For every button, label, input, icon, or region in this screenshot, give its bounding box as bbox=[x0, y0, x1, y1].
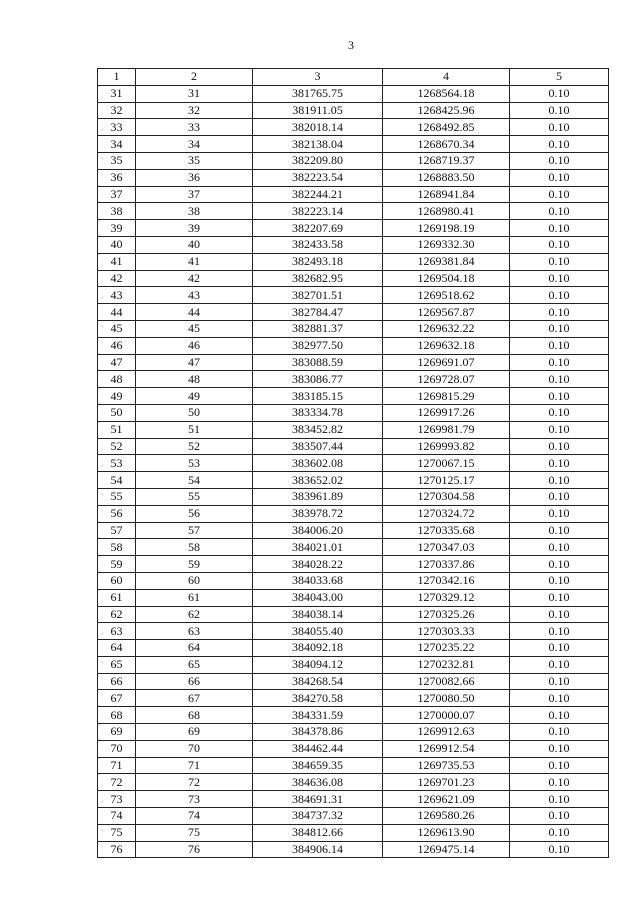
table-cell: 42 bbox=[136, 270, 253, 287]
table-cell: 53 bbox=[136, 455, 253, 472]
table-cell: 1269518.62 bbox=[383, 287, 510, 304]
table-cell: 1269475.14 bbox=[383, 841, 510, 858]
table-cell: 64 bbox=[98, 640, 136, 657]
header-row bbox=[98, 69, 609, 86]
table-cell: 0.10 bbox=[510, 253, 609, 270]
table-cell: 63 bbox=[98, 623, 136, 640]
table-cell: 383334.78 bbox=[253, 404, 383, 421]
table-cell: 37 bbox=[136, 186, 253, 203]
table-cell: 382018.14 bbox=[253, 119, 383, 136]
table-cell: 384033.68 bbox=[253, 572, 383, 589]
table-cell: 41 bbox=[98, 253, 136, 270]
table-cell: 38 bbox=[98, 203, 136, 220]
table-cell: 66 bbox=[98, 673, 136, 690]
table-cell: 384055.40 bbox=[253, 623, 383, 640]
table-row bbox=[98, 85, 609, 102]
table-cell: 383086.77 bbox=[253, 371, 383, 388]
table-cell: 384812.66 bbox=[253, 824, 383, 841]
page-number: 3 bbox=[348, 38, 354, 52]
table-cell: 0.10 bbox=[510, 623, 609, 640]
table-cell: 382138.04 bbox=[253, 136, 383, 153]
table-cell: 1269735.53 bbox=[383, 757, 510, 774]
table-cell: 54 bbox=[98, 472, 136, 489]
table-cell: 384038.14 bbox=[253, 606, 383, 623]
table-cell: 1268719.37 bbox=[383, 152, 510, 169]
table-cell: 1268492.85 bbox=[383, 119, 510, 136]
table-cell: 0.10 bbox=[510, 640, 609, 657]
table-cell: 0.10 bbox=[510, 455, 609, 472]
table-cell: 74 bbox=[136, 808, 253, 825]
table-cell: 1270342.16 bbox=[383, 572, 510, 589]
table-cell: 40 bbox=[98, 236, 136, 253]
table-row bbox=[98, 623, 609, 640]
table-cell: 61 bbox=[136, 589, 253, 606]
table-cell: 60 bbox=[98, 572, 136, 589]
table-cell: 0.10 bbox=[510, 203, 609, 220]
table-cell: 65 bbox=[136, 656, 253, 673]
table-cell: 0.10 bbox=[510, 169, 609, 186]
table-cell: 384094.12 bbox=[253, 656, 383, 673]
table-cell: 35 bbox=[136, 152, 253, 169]
table-cell: 1268670.34 bbox=[383, 136, 510, 153]
coordinates-table bbox=[97, 68, 609, 858]
table-cell: 71 bbox=[136, 757, 253, 774]
table-row bbox=[98, 220, 609, 237]
table-cell: 1269621.09 bbox=[383, 791, 510, 808]
table-cell: 0.10 bbox=[510, 539, 609, 556]
table-cell: 383978.72 bbox=[253, 505, 383, 522]
table-cell: 1270000.07 bbox=[383, 707, 510, 724]
table-row bbox=[98, 808, 609, 825]
table-row bbox=[98, 287, 609, 304]
table-cell: 69 bbox=[98, 724, 136, 741]
table-cell: 31 bbox=[98, 85, 136, 102]
table-row bbox=[98, 371, 609, 388]
table-cell: 65 bbox=[98, 656, 136, 673]
table-row bbox=[98, 203, 609, 220]
table-cell: 384021.01 bbox=[253, 539, 383, 556]
table-row bbox=[98, 824, 609, 841]
table-cell: 384092.18 bbox=[253, 640, 383, 657]
table-row bbox=[98, 589, 609, 606]
table-row bbox=[98, 304, 609, 321]
table-cell: 38 bbox=[136, 203, 253, 220]
table-row bbox=[98, 119, 609, 136]
table-cell: 1270347.03 bbox=[383, 539, 510, 556]
table-cell: 0.10 bbox=[510, 287, 609, 304]
table-cell: 1269198.19 bbox=[383, 220, 510, 237]
table-cell: 48 bbox=[98, 371, 136, 388]
table-cell: 383652.02 bbox=[253, 472, 383, 489]
table-cell: 67 bbox=[98, 690, 136, 707]
table-cell: 0.10 bbox=[510, 488, 609, 505]
table-cell: 68 bbox=[98, 707, 136, 724]
table-cell: 49 bbox=[98, 388, 136, 405]
table-cell: 0.10 bbox=[510, 152, 609, 169]
table-cell: 382244.21 bbox=[253, 186, 383, 203]
table-row bbox=[98, 152, 609, 169]
table-cell: 1268564.18 bbox=[383, 85, 510, 102]
table-row bbox=[98, 522, 609, 539]
table-cell: 384659.35 bbox=[253, 757, 383, 774]
table-cell: 76 bbox=[98, 841, 136, 858]
table-row bbox=[98, 169, 609, 186]
column-header: 3 bbox=[253, 69, 383, 86]
table-cell: 0.10 bbox=[510, 472, 609, 489]
table-cell: 1270337.86 bbox=[383, 556, 510, 573]
table-cell: 384906.14 bbox=[253, 841, 383, 858]
table-cell: 59 bbox=[98, 556, 136, 573]
table-cell: 73 bbox=[136, 791, 253, 808]
column-header: 5 bbox=[510, 69, 609, 86]
table-cell: 46 bbox=[136, 337, 253, 354]
table-cell: 1270235.22 bbox=[383, 640, 510, 657]
table-row bbox=[98, 572, 609, 589]
table-cell: 72 bbox=[98, 774, 136, 791]
table-cell: 0.10 bbox=[510, 119, 609, 136]
table-cell: 0.10 bbox=[510, 337, 609, 354]
table-cell: 384043.00 bbox=[253, 589, 383, 606]
table-cell: 52 bbox=[136, 438, 253, 455]
table-cell: 0.10 bbox=[510, 808, 609, 825]
table-row bbox=[98, 488, 609, 505]
table-cell: 63 bbox=[136, 623, 253, 640]
table-cell: 1268883.50 bbox=[383, 169, 510, 186]
table-cell: 44 bbox=[98, 304, 136, 321]
table-cell: 70 bbox=[136, 740, 253, 757]
table-row bbox=[98, 673, 609, 690]
table-cell: 0.10 bbox=[510, 236, 609, 253]
table-cell: 1269981.79 bbox=[383, 421, 510, 438]
column-header: 2 bbox=[136, 69, 253, 86]
table-cell: 384268.54 bbox=[253, 673, 383, 690]
table-cell: 1268425.96 bbox=[383, 102, 510, 119]
table-header bbox=[98, 69, 609, 86]
table-cell: 67 bbox=[136, 690, 253, 707]
table-cell: 1269993.82 bbox=[383, 438, 510, 455]
column-header: 4 bbox=[383, 69, 510, 86]
table-cell: 54 bbox=[136, 472, 253, 489]
table-cell: 73 bbox=[98, 791, 136, 808]
table-cell: 1269701.23 bbox=[383, 774, 510, 791]
table-cell: 62 bbox=[98, 606, 136, 623]
table-cell: 55 bbox=[136, 488, 253, 505]
table-cell: 71 bbox=[98, 757, 136, 774]
table-cell: 47 bbox=[98, 354, 136, 371]
table-cell: 33 bbox=[98, 119, 136, 136]
table-cell: 382223.14 bbox=[253, 203, 383, 220]
table-body bbox=[98, 85, 609, 858]
table-cell: 70 bbox=[98, 740, 136, 757]
table-cell: 40 bbox=[136, 236, 253, 253]
table-cell: 1269632.18 bbox=[383, 337, 510, 354]
table-cell: 383452.82 bbox=[253, 421, 383, 438]
table-cell: 1268941.84 bbox=[383, 186, 510, 203]
table-cell: 1269912.63 bbox=[383, 724, 510, 741]
table-row bbox=[98, 690, 609, 707]
table-cell: 382701.51 bbox=[253, 287, 383, 304]
table-cell: 0.10 bbox=[510, 85, 609, 102]
table-cell: 0.10 bbox=[510, 757, 609, 774]
table-cell: 0.10 bbox=[510, 572, 609, 589]
table-cell: 1269613.90 bbox=[383, 824, 510, 841]
table-row bbox=[98, 774, 609, 791]
table-row bbox=[98, 354, 609, 371]
table-cell: 57 bbox=[136, 522, 253, 539]
table-cell: 58 bbox=[98, 539, 136, 556]
table-cell: 45 bbox=[136, 320, 253, 337]
table-cell: 383602.08 bbox=[253, 455, 383, 472]
table-cell: 57 bbox=[98, 522, 136, 539]
table-cell: 0.10 bbox=[510, 740, 609, 757]
table-cell: 0.10 bbox=[510, 220, 609, 237]
table-cell: 47 bbox=[136, 354, 253, 371]
table-cell: 1270303.33 bbox=[383, 623, 510, 640]
table-cell: 382977.50 bbox=[253, 337, 383, 354]
table-cell: 36 bbox=[136, 169, 253, 186]
table-cell: 39 bbox=[98, 220, 136, 237]
table-cell: 0.10 bbox=[510, 841, 609, 858]
table-cell: 384691.31 bbox=[253, 791, 383, 808]
table-row bbox=[98, 505, 609, 522]
table-row bbox=[98, 707, 609, 724]
table-cell: 1270082.66 bbox=[383, 673, 510, 690]
table-cell: 66 bbox=[136, 673, 253, 690]
table-cell: 53 bbox=[98, 455, 136, 472]
table-cell: 0.10 bbox=[510, 304, 609, 321]
table-cell: 1269728.07 bbox=[383, 371, 510, 388]
table-cell: 0.10 bbox=[510, 606, 609, 623]
table-cell: 1269912.54 bbox=[383, 740, 510, 757]
table-cell: 383088.59 bbox=[253, 354, 383, 371]
table-cell: 0.10 bbox=[510, 354, 609, 371]
table-cell: 382493.18 bbox=[253, 253, 383, 270]
table-cell: 61 bbox=[98, 589, 136, 606]
table-cell: 0.10 bbox=[510, 505, 609, 522]
table-cell: 0.10 bbox=[510, 270, 609, 287]
table-row bbox=[98, 438, 609, 455]
table-cell: 1270324.72 bbox=[383, 505, 510, 522]
table-cell: 36 bbox=[98, 169, 136, 186]
table-cell: 384737.32 bbox=[253, 808, 383, 825]
table-cell: 35 bbox=[98, 152, 136, 169]
table-cell: 68 bbox=[136, 707, 253, 724]
table-cell: 33 bbox=[136, 119, 253, 136]
table-cell: 50 bbox=[136, 404, 253, 421]
table-cell: 51 bbox=[136, 421, 253, 438]
table-cell: 0.10 bbox=[510, 186, 609, 203]
table-cell: 1270080.50 bbox=[383, 690, 510, 707]
table-cell: 381911.05 bbox=[253, 102, 383, 119]
table-cell: 52 bbox=[98, 438, 136, 455]
table-row bbox=[98, 606, 609, 623]
table-cell: 32 bbox=[136, 102, 253, 119]
table-cell: 1270125.17 bbox=[383, 472, 510, 489]
table-row bbox=[98, 539, 609, 556]
table-row bbox=[98, 388, 609, 405]
table-cell: 1269917.26 bbox=[383, 404, 510, 421]
table-row bbox=[98, 740, 609, 757]
table-cell: 34 bbox=[136, 136, 253, 153]
table-cell: 1268980.41 bbox=[383, 203, 510, 220]
table-row bbox=[98, 841, 609, 858]
table-cell: 384006.20 bbox=[253, 522, 383, 539]
table-cell: 0.10 bbox=[510, 824, 609, 841]
table-cell: 1269691.07 bbox=[383, 354, 510, 371]
table-cell: 0.10 bbox=[510, 522, 609, 539]
table-row bbox=[98, 102, 609, 119]
table-row bbox=[98, 556, 609, 573]
table-cell: 0.10 bbox=[510, 724, 609, 741]
table-cell: 382881.37 bbox=[253, 320, 383, 337]
table-cell: 72 bbox=[136, 774, 253, 791]
table-cell: 0.10 bbox=[510, 320, 609, 337]
table-cell: 62 bbox=[136, 606, 253, 623]
table-cell: 1270335.68 bbox=[383, 522, 510, 539]
table-cell: 1270304.58 bbox=[383, 488, 510, 505]
table-cell: 76 bbox=[136, 841, 253, 858]
table-row bbox=[98, 253, 609, 270]
table-cell: 45 bbox=[98, 320, 136, 337]
table-cell: 0.10 bbox=[510, 673, 609, 690]
table-cell: 384636.08 bbox=[253, 774, 383, 791]
table-cell: 34 bbox=[98, 136, 136, 153]
table-cell: 50 bbox=[98, 404, 136, 421]
table-cell: 0.10 bbox=[510, 774, 609, 791]
table-cell: 1269632.22 bbox=[383, 320, 510, 337]
table-cell: 42 bbox=[98, 270, 136, 287]
table-cell: 0.10 bbox=[510, 589, 609, 606]
table-row bbox=[98, 337, 609, 354]
table-cell: 75 bbox=[98, 824, 136, 841]
table-cell: 56 bbox=[98, 505, 136, 522]
table-cell: 382784.47 bbox=[253, 304, 383, 321]
table-cell: 0.10 bbox=[510, 556, 609, 573]
table-cell: 0.10 bbox=[510, 102, 609, 119]
column-header: 1 bbox=[98, 69, 136, 86]
table-row bbox=[98, 472, 609, 489]
table-cell: 0.10 bbox=[510, 690, 609, 707]
table-cell: 384028.22 bbox=[253, 556, 383, 573]
table-cell: 1269504.18 bbox=[383, 270, 510, 287]
table-cell: 383961.89 bbox=[253, 488, 383, 505]
table-row bbox=[98, 320, 609, 337]
table-cell: 43 bbox=[136, 287, 253, 304]
table-cell: 31 bbox=[136, 85, 253, 102]
table-cell: 1270232.81 bbox=[383, 656, 510, 673]
table-cell: 44 bbox=[136, 304, 253, 321]
table-cell: 39 bbox=[136, 220, 253, 237]
table-cell: 384462.44 bbox=[253, 740, 383, 757]
table-cell: 32 bbox=[98, 102, 136, 119]
table-cell: 382223.54 bbox=[253, 169, 383, 186]
table-cell: 381765.75 bbox=[253, 85, 383, 102]
table-cell: 1270325.26 bbox=[383, 606, 510, 623]
table-row bbox=[98, 236, 609, 253]
table-row bbox=[98, 455, 609, 472]
table-cell: 382682.95 bbox=[253, 270, 383, 287]
table-cell: 74 bbox=[98, 808, 136, 825]
table-cell: 0.10 bbox=[510, 656, 609, 673]
table-cell: 1269332.30 bbox=[383, 236, 510, 253]
table-cell: 1269381.84 bbox=[383, 253, 510, 270]
table-row bbox=[98, 656, 609, 673]
table-cell: 383507.44 bbox=[253, 438, 383, 455]
table-cell: 1270329.12 bbox=[383, 589, 510, 606]
table-cell: 382209.80 bbox=[253, 152, 383, 169]
table-cell: 384270.58 bbox=[253, 690, 383, 707]
table-cell: 382433.58 bbox=[253, 236, 383, 253]
table-cell: 48 bbox=[136, 371, 253, 388]
table-row bbox=[98, 640, 609, 657]
table-cell: 382207.69 bbox=[253, 220, 383, 237]
table-row bbox=[98, 186, 609, 203]
table-cell: 0.10 bbox=[510, 404, 609, 421]
table-cell: 58 bbox=[136, 539, 253, 556]
table-cell: 384378.86 bbox=[253, 724, 383, 741]
table-cell: 383185.15 bbox=[253, 388, 383, 405]
table-cell: 1269580.26 bbox=[383, 808, 510, 825]
table-cell: 69 bbox=[136, 724, 253, 741]
table-cell: 59 bbox=[136, 556, 253, 573]
table-cell: 0.10 bbox=[510, 438, 609, 455]
table-cell: 46 bbox=[98, 337, 136, 354]
table-cell: 1270067.15 bbox=[383, 455, 510, 472]
table-cell: 0.10 bbox=[510, 371, 609, 388]
table-cell: 1269815.29 bbox=[383, 388, 510, 405]
table-cell: 43 bbox=[98, 287, 136, 304]
table-row bbox=[98, 791, 609, 808]
table-row bbox=[98, 404, 609, 421]
table-cell: 51 bbox=[98, 421, 136, 438]
table-cell: 0.10 bbox=[510, 791, 609, 808]
table-cell: 75 bbox=[136, 824, 253, 841]
table-cell: 64 bbox=[136, 640, 253, 657]
table-cell: 0.10 bbox=[510, 388, 609, 405]
table-row bbox=[98, 421, 609, 438]
table-cell: 55 bbox=[98, 488, 136, 505]
table-cell: 60 bbox=[136, 572, 253, 589]
table-cell: 384331.59 bbox=[253, 707, 383, 724]
table-row bbox=[98, 757, 609, 774]
table-cell: 0.10 bbox=[510, 136, 609, 153]
table-cell: 37 bbox=[98, 186, 136, 203]
table-cell: 56 bbox=[136, 505, 253, 522]
table-cell: 49 bbox=[136, 388, 253, 405]
table-cell: 41 bbox=[136, 253, 253, 270]
table-row bbox=[98, 136, 609, 153]
table-cell: 1269567.87 bbox=[383, 304, 510, 321]
table-cell: 0.10 bbox=[510, 707, 609, 724]
table-row bbox=[98, 724, 609, 741]
table-row bbox=[98, 270, 609, 287]
table-cell: 0.10 bbox=[510, 421, 609, 438]
